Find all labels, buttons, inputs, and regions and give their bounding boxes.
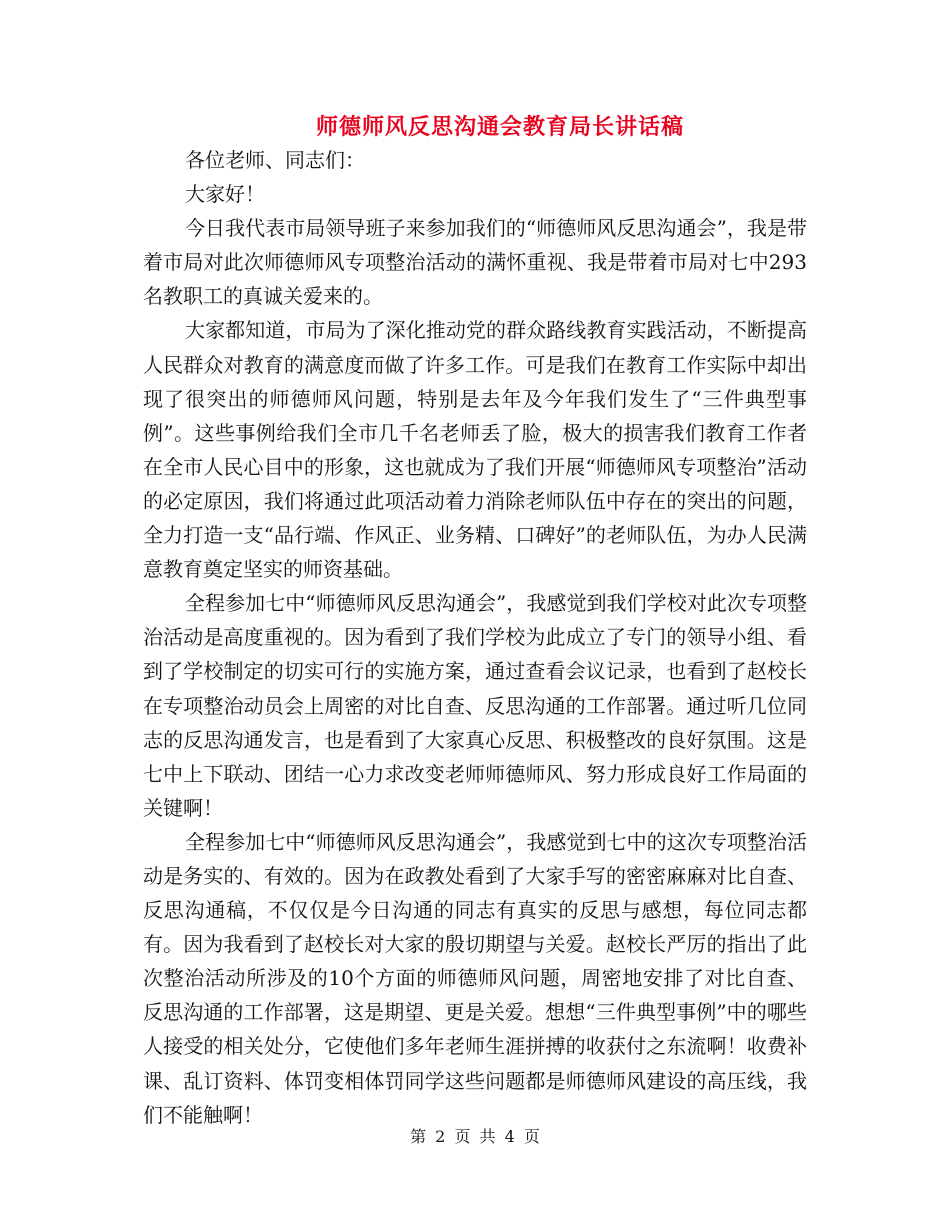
greeting: 大家好！ [185, 182, 265, 207]
body-paragraph-3: 全程参加七中“师德师风反思沟通会”，我感觉到我们学校对此次专项整治活动是高度重视的。因为看到了我们学校为此成立了专门的领导小组、看到了学校制定的切实可行的实施方案，通过查看会议记录，也看到了赵校长在专项整治动员会上周密的对比自查、反思沟通的工作部署。通过听几位同志的反思沟通发言，也是看到了大家真心反思、积极整改的良好氛围。这是七中上下联动、团结一心力求改变老师师德师风、努力形成良好工作局面的关键啊！ [143, 591, 807, 820]
body-paragraph-1: 今日我代表市局领导班子来参加我们的“师德师风反思沟通会”，我是带着市局对此次师德师风专项整治活动的满怀重视、我是带着市局对七中293名教职工的真诚关爱来的。 [143, 216, 807, 309]
body-paragraph-4: 全程参加七中“师德师风反思沟通会”，我感觉到七中的这次专项整治活动是务实的、有效的。因为在政教处看到了大家手写的密密麻麻对比自查、反思沟通稿，不仅仅是今日沟通的同志有真实的反思与感想，每位同志都有。因为我看到了赵校长对大家的殷切期望与关爱。赵校长严厉的指出了此次整治活动所涉及的10个方面的师德师风问题，周密地安排了对比自查、反思沟通的工作部署，这是期望、更是关爱。想想“三件典型事例”中的哪些人接受的相关处分，它使他们多年老师生涯拼搏的收获付之东流啊！收费补课、乱订资料、体罚变相体罚同学这些问题都是师德师风建设的高压线，我们不能触啊！ [143, 829, 807, 1127]
document-body [143, 143, 807, 1132]
body-paragraph-2: 大家都知道，市局为了深化推动党的群众路线教育实践活动，不断提高人民群众对教育的满意度而做了许多工作。可是我们在教育工作实际中却出现了很突出的师德师风问题，特别是去年及今年我们发生了“三件典型事例”。这些事例给我们全市几千名老师丢了脸，极大的损害我们教育工作者在全市人民心目中的形象，这也就成为了我们开展“师德师风专项整治”活动的必定原因，我们将通过此项活动着力消除老师队伍中存在的突出的问题，全力打造一支“品行端、作风正、业务精、口碑好”的老师队伍，为办人民满意教育奠定坚实的师资基础。 [143, 318, 807, 582]
page-number-footer: 第 2 页 共 4 页 [410, 1127, 540, 1146]
salutation: 各位老师、同志们： [185, 148, 365, 172]
document-title: 师德师风反思沟通会教育局长讲话稿 [315, 115, 684, 140]
